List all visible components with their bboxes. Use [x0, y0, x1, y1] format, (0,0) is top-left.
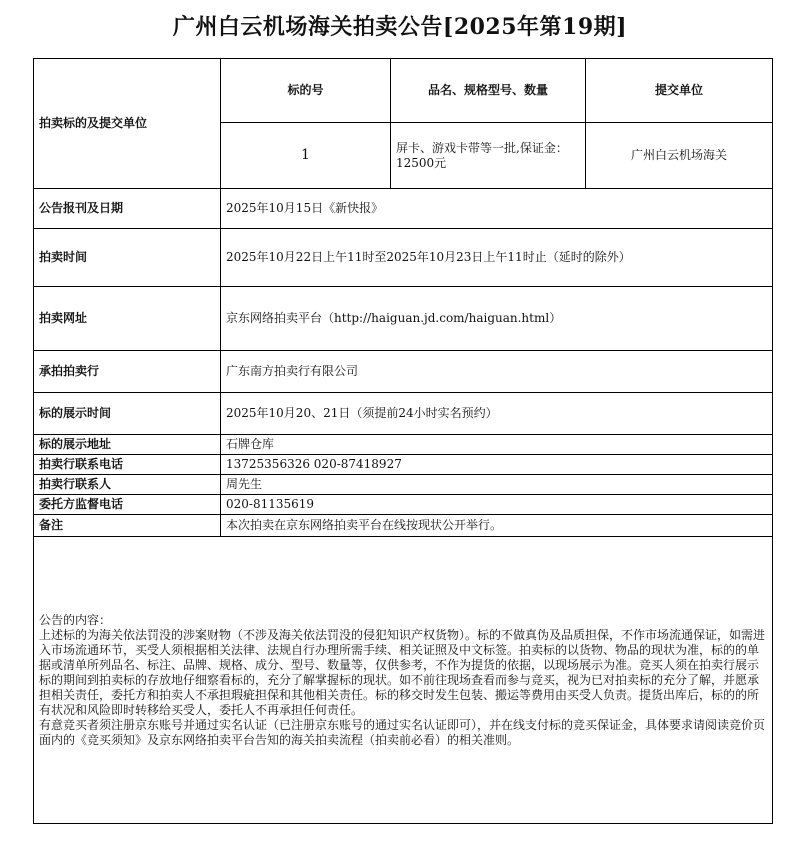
value-display-time: 2025年10月20、21日（须提前24小时实名预约） — [221, 393, 773, 435]
info-row-auction-time — [34, 229, 773, 287]
info-row-supervision-phone — [34, 495, 773, 515]
lot-description: 屏卡、游戏卡带等一批,保证金：12500元 — [391, 123, 586, 189]
notice-content — [34, 537, 773, 824]
value-auctioneer-phone: 13725356326 020-87418927 — [221, 455, 773, 475]
page-title: 广州白云机场海关拍卖公告[2025年第19期] — [172, 14, 628, 40]
label-auctioneer-phone: 拍卖行联系电话 — [34, 455, 221, 475]
lot-unit: 广州白云机场海关 — [586, 123, 773, 189]
info-row-auctioneer — [34, 351, 773, 393]
header-row — [34, 59, 773, 123]
label-supervision-phone: 委托方监督电话 — [34, 495, 221, 515]
info-row-contact — [34, 475, 773, 495]
header-unit: 提交单位 — [586, 59, 773, 123]
header-item-desc: 品名、规格型号、数量 — [391, 59, 586, 123]
section-label: 拍卖标的及提交单位 — [34, 59, 221, 189]
label-auction-time: 拍卖时间 — [34, 229, 221, 287]
label-auction-url: 拍卖网址 — [34, 287, 221, 351]
header-lot-no: 标的号 — [221, 59, 391, 123]
value-supervision-phone: 020-81135619 — [221, 495, 773, 515]
value-contact: 周先生 — [221, 475, 773, 495]
label-remarks: 备注 — [34, 515, 221, 537]
value-auction-time: 2025年10月22日上午11时至2025年10月23日上午11时止（延时的除外） — [221, 229, 773, 287]
info-row-auction-url — [34, 287, 773, 351]
label-auctioneer: 承拍拍卖行 — [34, 351, 221, 393]
notice-row — [34, 537, 773, 824]
info-row-display-time — [34, 393, 773, 435]
lot-number: 1 — [221, 123, 391, 189]
value-newspaper: 2025年10月15日《新快报》 — [221, 189, 773, 229]
notice-paragraph-2: 有意竞买者须注册京东账号并通过实名认证（已注册京东账号的通过实名认证即可），并在线支付标的竞买保证金，具体要求请阅读竞价页面内的《竞买须知》及京东网络拍卖平台告知的海关拍卖流程（拍卖前必看）的相关准则。 — [39, 717, 766, 747]
label-display-address: 标的展示地址 — [34, 435, 221, 455]
notice-heading: 公告的内容： — [39, 612, 112, 627]
notice-paragraph-1: 上述标的为海关依法罚没的涉案财物（不涉及海关依法罚没的侵犯知识产权货物）。标的不做真伪及品质担保，不作市场流通保证，如需进入市场流通环节，买受人须根据相关法律、法规自行办理所需手续、相关证照及中文标签。拍卖标的以货物、物品的现状为准，标的的单据或清单所列品名、标注、品牌、规格、成分、型号、数量等，仅供参考，不作为提货的依据，以现场展示为准。竞买人须在拍卖行展示标的期间到拍卖标的存放地仔细察看标的，充分了解掌握标的现状。如不前往现场查看而参与竞买，视为已对拍卖标的充分了解，并愿承担相关责任，委托方和拍卖人不承担瑕疵担保和其他相关责任。标的移交时发生包装、搬运等费用由买受人负责。提货出库后，标的的所有状况和风险即时转移给买受人，委托人不再承担任何责任。 — [39, 627, 766, 717]
value-auctioneer: 广东南方拍卖行有限公司 — [221, 351, 773, 393]
info-row-display-address — [34, 435, 773, 455]
label-newspaper: 公告报刊及日期 — [34, 189, 221, 229]
info-row-newspaper — [34, 189, 773, 229]
info-row-auctioneer-phone — [34, 455, 773, 475]
auction-info-table — [33, 58, 773, 824]
value-auction-url: 京东网络拍卖平台（http://haiguan.jd.com/haiguan.html） — [221, 287, 773, 351]
label-display-time: 标的展示时间 — [34, 393, 221, 435]
value-display-address: 石牌仓库 — [221, 435, 773, 455]
value-remarks: 本次拍卖在京东网络拍卖平台在线按现状公开举行。 — [221, 515, 773, 537]
info-row-remarks — [34, 515, 773, 537]
label-contact: 拍卖行联系人 — [34, 475, 221, 495]
